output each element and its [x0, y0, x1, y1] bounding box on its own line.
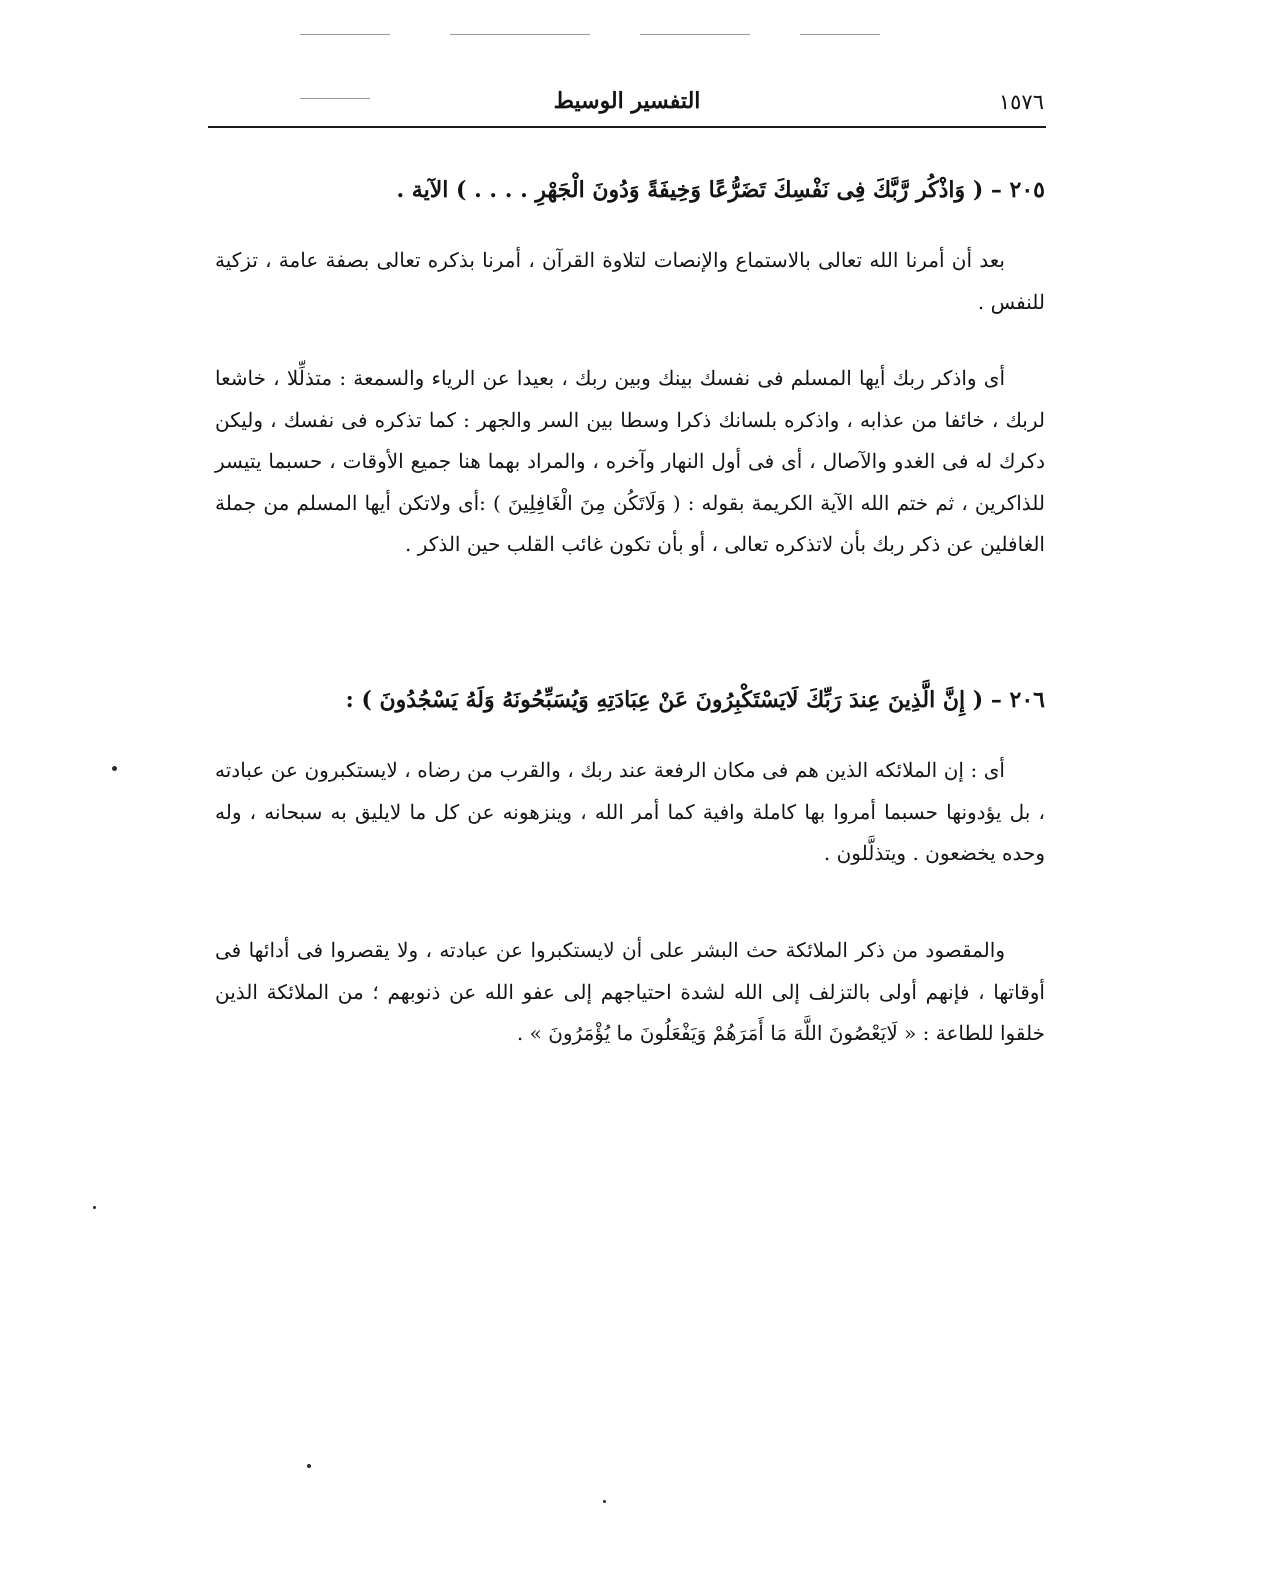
header-rule — [208, 126, 1046, 128]
verse-heading-205: ٢٠٥ – ( وَاذْكُر رَّبَّكَ فِى نَفْسِكَ تَضَرُّعًا وَخِيفَةً وَدُونَ الْجَهْرِ . . . . ) الآية . — [396, 177, 1045, 203]
scan-artifact — [800, 34, 880, 35]
scan-speck — [307, 1464, 311, 1468]
scan-speck — [603, 1500, 606, 1503]
scan-speck — [112, 766, 117, 771]
paragraph-205-intro: بعد أن أمرنا الله تعالى بالاستماع والإنصات لتلاوة القرآن ، أمرنا بذكره تعالى بصفة عامة ، تزكية للنفس . — [215, 248, 1045, 314]
paragraph-205-explanation: أى واذكر ربك أيها المسلم فى نفسك بينك وبين ربك ، بعيدا عن الرياء والسمعة : متذلِّلا ، خاشعا لربك ، خائفا من عذابه ، واذكره بلسانك ذكرا وسطا بين السر والجهر : كما تذكره فى نفسك ، وليكن دكرك له فى الغدو والآصال ، أى فى أول النهار وآخره ، والمراد بهما هنا جميع الأوقات ، حسبما يتيسر للذاكرين ، ثم ختم الله الآية الكريمة بقوله : ( وَلَاتَكُن مِنَ الْغَافِلِينَ ) :أى ولاتكن أيها المسلم من جملة الغافلين عن ذكر ربك بأن لاتذكره تعالى ، أو بأن تكون غائب القلب حين الذكر . — [215, 366, 1045, 556]
running-title: التفسير الوسيط — [553, 88, 701, 114]
page-header — [210, 86, 1044, 126]
page-number: ١٥٧٦ — [998, 90, 1044, 114]
verse-heading-206: ٢٠٦ – ( إِنَّ الَّذِينَ عِندَ رَبِّكَ لَايَسْتَكْبِرُونَ عَنْ عِبَادَتِهِ وَيُسَبِّحُونَهُ وَلَهُ يَسْجُدُونَ ) : — [345, 687, 1045, 713]
paragraph-206-purpose: والمقصود من ذكر الملائكة حث البشر على أن لايستكبروا عن عبادته ، ولا يقصروا فى أدائها فى أوقاتها ، فإنهم أولى بالتزلف إلى الله لشدة احتياجهم إلى عفو الله عن ذنوبهم ؛ من الملائكة الذين خلقوا للطاعة : « لَايَعْصُونَ اللَّهَ مَا أَمَرَهُمْ وَيَفْعَلُونَ ما يُؤْمَرُونَ » . — [215, 938, 1045, 1045]
scan-speck — [93, 1206, 96, 1209]
scan-artifact — [450, 34, 590, 35]
scan-artifact — [300, 34, 390, 35]
paragraph-206-explanation: أى : إن الملائكه الذين هم فى مكان الرفعة عند ربك ، والقرب من رضاه ، لايستكبرون عن عبادته ، بل يؤدونها حسبما أمروا بها كاملة وافية كما أمر الله ، وينزهونه عن كل ما لايليق به سبحانه ، وله وحده يخضعون . ويتذلَّلون . — [215, 758, 1045, 865]
scan-artifact — [640, 34, 750, 35]
